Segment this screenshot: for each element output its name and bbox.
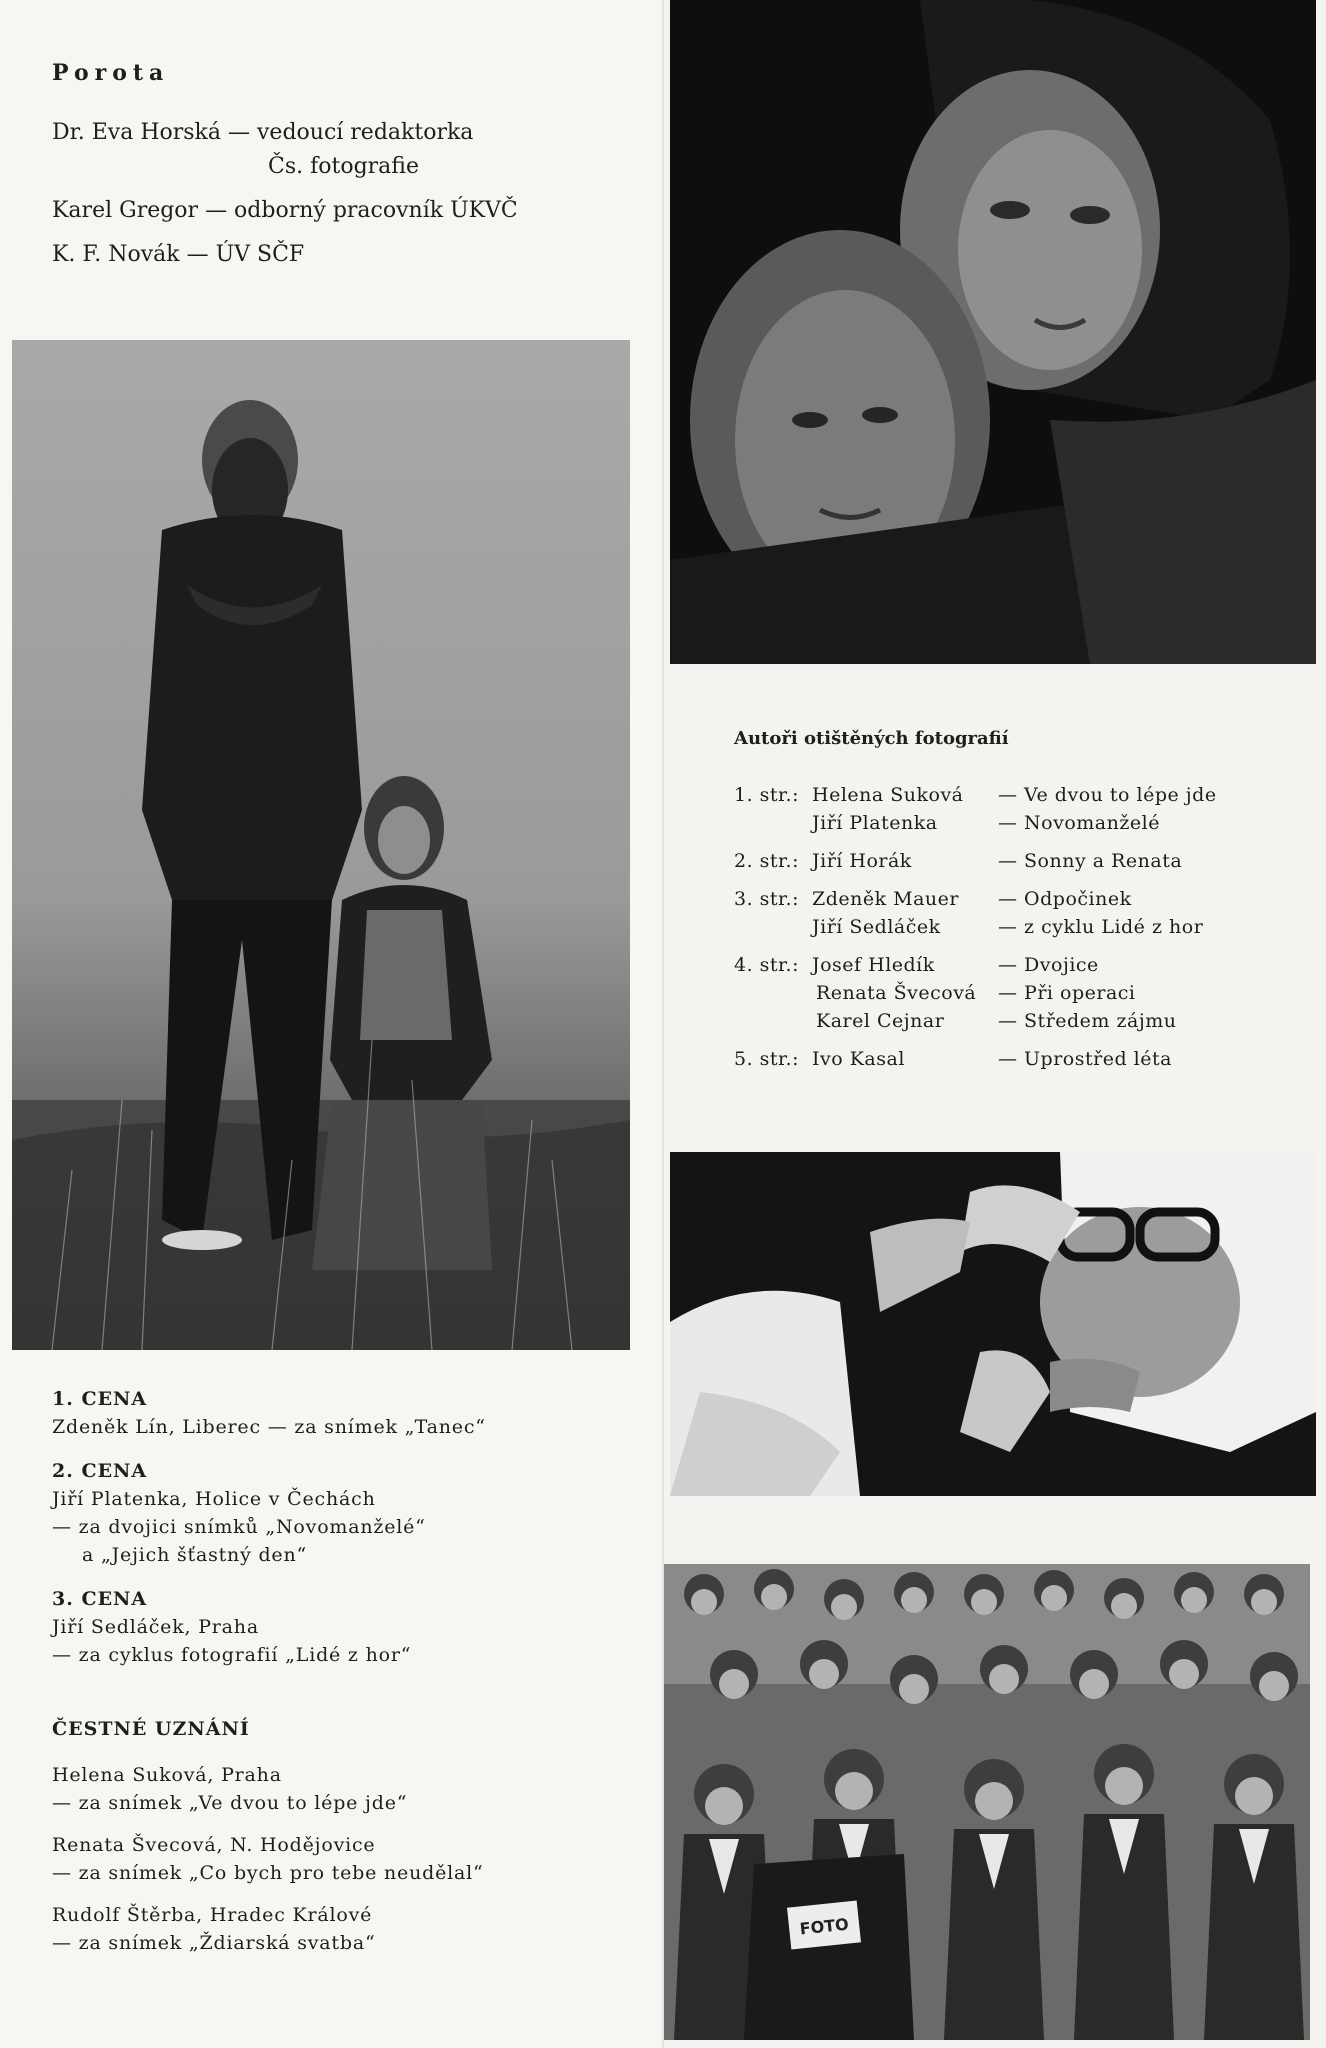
honorable-2-work: — za snímek „Co bych pro tebe neudělal“ [52,1862,484,1884]
prize-3-text: Jiří Sedláček, Praha [52,1616,259,1638]
authors-row-9-page: 5. str.: [734,1048,799,1070]
authors-row-6-page: 4. str.: [734,954,799,976]
authors-row-9-name: Ivo Kasal [812,1048,905,1070]
jury-heading: Porota [52,60,170,86]
authors-row-1-name: Helena Suková [812,784,964,806]
authors-row-7-title: — Při operaci [998,982,1136,1004]
authors-row-3-name: Jiří Horák [812,850,912,872]
authors-row-3-title: — Sonny a Renata [998,850,1183,872]
jury-member-2: Karel Gregor — odborný pracovník ÚKVČ [52,198,518,223]
prize-3-heading: 3. CENA [52,1588,148,1610]
authors-row-6-name: Josef Hledík [812,954,935,976]
authors-row-9-title: — Uprostřed léta [998,1048,1172,1070]
prize-2-text: Jiří Platenka, Holice v Čechách [52,1488,376,1510]
authors-heading: Autoři otištěných fotografií [734,728,1009,749]
authors-row-7-name: Renata Švecová [816,982,977,1004]
photo-surgeon [670,1152,1316,1496]
authors-row-3-page: 2. str.: [734,850,799,872]
honorable-1-work: — za snímek „Ve dvou to lépe jde“ [52,1792,408,1814]
authors-row-8-name: Karel Cejnar [816,1010,945,1032]
authors-row-2-title: — Novomanželé [998,812,1160,834]
photo-gymnasts-crowd [664,1564,1310,2040]
jacket-foto-label: FOTO [798,1914,850,1939]
jury-member-1: Dr. Eva Horská — vedoucí redaktorka [52,120,474,145]
prize-1-text: Zdeněk Lín, Liberec — za snímek „Tanec“ [52,1416,486,1438]
authors-row-4-page: 3. str.: [734,888,799,910]
photo-couple-in-field [12,340,630,1350]
honorable-2-name: Renata Švecová, N. Hodějovice [52,1834,376,1856]
authors-row-6-title: — Dvojice [998,954,1099,976]
honorable-heading: ČESTNÉ UZNÁNÍ [52,1718,250,1740]
honorable-1-name: Helena Suková, Praha [52,1764,282,1786]
prize-3-text-2: — za cyklus fotografií „Lidé z hor“ [52,1644,412,1666]
honorable-3-name: Rudolf Štěrba, Hradec Králové [52,1904,373,1926]
authors-row-1-title: — Ve dvou to lépe jde [998,784,1217,806]
honorable-3-work: — za snímek „Ždiarská svatba“ [52,1932,376,1954]
authors-row-8-title: — Středem zájmu [998,1010,1177,1032]
authors-row-5-name: Jiří Sedláček [812,916,941,938]
prize-1-heading: 1. CENA [52,1388,148,1410]
authors-row-2-name: Jiří Platenka [812,812,938,834]
prize-2-text-3: a „Jejich šťastný den“ [82,1544,308,1566]
jury-member-3: K. F. Novák — ÚV SČF [52,242,305,267]
prize-2-text-2: — za dvojici snímků „Novomanželé“ [52,1516,426,1538]
prize-2-heading: 2. CENA [52,1460,148,1482]
authors-row-4-name: Zdeněk Mauer [812,888,959,910]
photo-couple-portrait [670,0,1316,664]
authors-row-4-title: — Odpočinek [998,888,1132,910]
authors-row-1-page: 1. str.: [734,784,799,806]
authors-row-5-title: — z cyklu Lidé z hor [998,916,1204,938]
jury-member-1-role: Čs. fotografie [268,154,419,179]
